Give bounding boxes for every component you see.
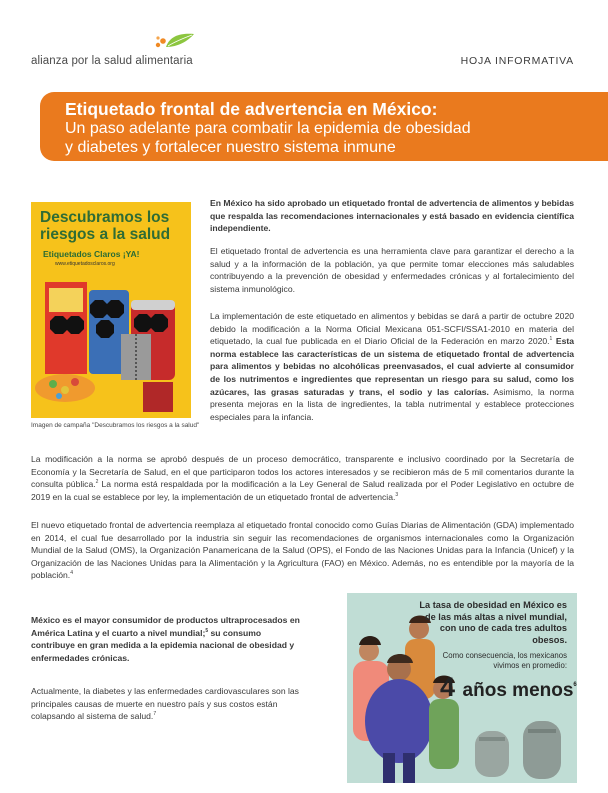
footnote-ref-1: 1 <box>549 336 553 343</box>
paragraph-diabetes <box>31 685 302 723</box>
subtitle-line-2: y diabetes y fortalecer nuestro sistema inmune <box>65 139 396 156</box>
footnote-ref-3: 3 <box>395 491 399 498</box>
campaign-slogan: Etiquetados Claros ¡YA! <box>43 249 140 259</box>
years-less-figure <box>440 672 577 706</box>
campaign-image <box>31 202 191 418</box>
org-name: alianza por la salud alimentaria <box>31 55 193 67</box>
years-unit: años menos <box>462 680 574 701</box>
law-text: La norma está respaldada por la modificación a la Ley General de Salud realizada por el Poder Legislativo en octubre de 2019 en la cual se establece por ley, la implementación de un etiquetado frontal de advertencia. <box>31 479 574 502</box>
document-type: HOJA INFORMATIVA <box>460 55 574 67</box>
years-number: 4 <box>440 672 456 702</box>
obesity-stat-box <box>347 593 577 783</box>
approval-text: La modificación a la norma se aprobó después de un proceso democrático, transparente e inclusivo coordinado por la Secretaría de Economía y la Secretaría de Salud, en el que participaron todos los actores interesados y se recibieron más de 5 mil comentarios durante la consulta pública. <box>31 454 574 490</box>
subtitle-line-1: Un paso adelante para combatir la epidemia de obesidad <box>65 120 471 137</box>
footnote-ref-5: 5 <box>205 627 209 634</box>
footnote-ref-7: 7 <box>153 711 157 718</box>
logo-leaves-icon <box>152 31 196 53</box>
diabetes-text: Actualmente, la diabetes y las enfermedades cardiovasculares son las principales causas de muerte en nuestro país y sus costos están colapsando al sistema de salud. <box>31 686 299 722</box>
implementation-bold-text: Esta norma establece las características de un sistema de etiquetado frontal de advertencia para alimentos y bebidas no alcohólicas preenvasados, el cual advierte al consumidor de los nutrimentos e ingredientes que representan un riesgo para su salud, como los azúcares, las grasas saturadas y trans, el sodio y las calorías. <box>210 336 574 397</box>
paragraph-approval <box>31 453 574 503</box>
footnote-ref-6: 6 <box>573 682 577 688</box>
paragraph-tool: El etiquetado frontal de advertencia es una herramienta clave para garantizar el derecho a la salud y a la información de la población, ya que permite tomar elecciones más saludables contribuyendo a la prevención de obesidad y enfermedades crónicas y al fortalecimiento del sistema inmunológico. <box>210 246 574 294</box>
footnote-ref-2: 2 <box>95 479 99 486</box>
campaign-caption: Imagen de campaña "Descubramos los riesgos a la salud" <box>31 422 200 429</box>
paragraph-gda <box>31 519 574 582</box>
campaign-illustration <box>31 270 191 418</box>
consumption-effect-text: su consumo contribuye en gran medida a la epidemia nacional de obesidad y enfermedades crónicas. <box>31 627 295 663</box>
paragraph-intro: En México ha sido aprobado un etiquetado frontal de advertencia de alimentos y bebidas que respalda las recomendaciones internacionales y está basado en evidencia científica independiente. <box>210 198 574 234</box>
footnote-ref-4: 4 <box>70 570 73 577</box>
paragraph-consumption <box>31 614 302 664</box>
implementation-improvements-text: Asimismo, la norma presenta mejoras en la lista de ingredientes, la tabla nutrimental y establece protecciones especiales para la infancia. <box>210 386 575 422</box>
main-title: Etiquetado frontal de advertencia en México: <box>65 99 438 119</box>
consumption-text: México es el mayor consumidor de productos ultraprocesados en América Latina y el cuarto a nivel mundial; <box>31 615 300 638</box>
campaign-url: www.etiquetadosclaros.org <box>55 261 115 267</box>
gda-text: El nuevo etiquetado frontal de advertencia reemplaza al etiquetado frontal conocido como Guías Diarias de Alimentación (GDA) implementado en 2014, el cual fue desarrollado por la industria sin seguir las recomendaciones de organismos internacionales como la Organización Mundial de la Salud (OMS), la Organización Panamericana de la Salud (OPS), el Fondo de las Naciones Unidas para la Infancia (Unicef) y la Organización de las Naciones Unidas para la Alimentación y la Agricultura (FAO) en México. Además, no es entendible por la mayoría de la población. <box>31 520 574 581</box>
paragraph-implementation <box>210 310 574 423</box>
obesity-rate-text: La tasa de obesidad en México es de las más altas a nivel mundial, con uno de cada tres adultos obesos. <box>419 600 567 645</box>
campaign-headline: Descubramos los riesgos a la salud <box>40 209 171 243</box>
implementation-text: La implementación de este etiquetado en alimentos y bebidas se dará a partir de octubre 2020 debido la modificación a la Norma Oficial Mexicana 051-SCFI/SSA1-2010 en materia del etiquetado, la cual fue publicada en el Diario Oficial de la Federación en marzo 2020. <box>210 311 574 347</box>
title-banner <box>40 92 608 161</box>
consequence-text: Como consecuencia, los mexicanos vivimos en promedio: <box>442 651 567 670</box>
